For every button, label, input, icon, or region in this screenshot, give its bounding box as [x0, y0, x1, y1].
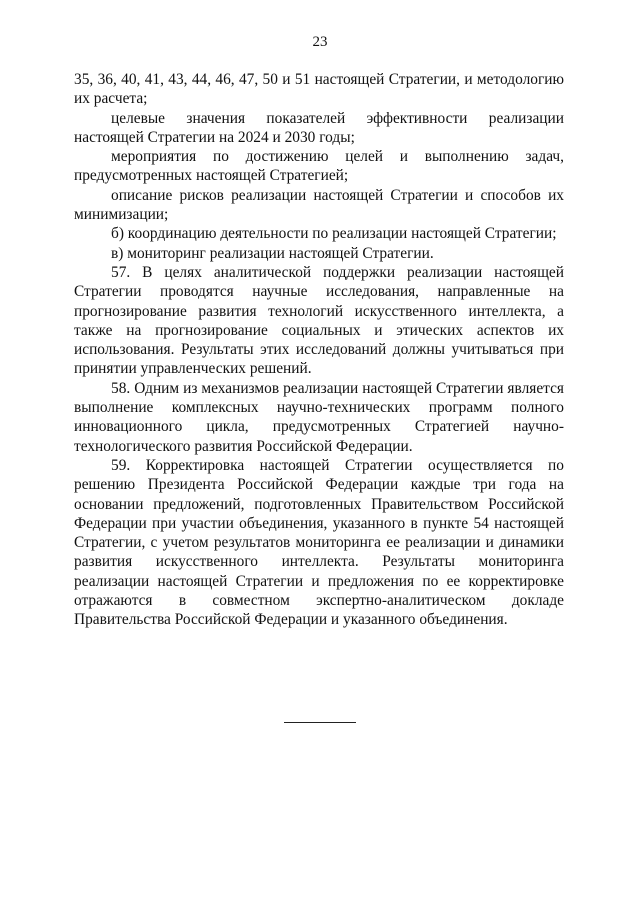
- page-number: 23: [312, 34, 328, 50]
- paragraph-measures: мероприятия по достижению целей и выполнению задач, предусмотренных настоящей Стратегией;: [74, 148, 564, 185]
- paragraph-risks: описание рисков реализации настоящей Стратегии и способов их минимизации;: [74, 186, 564, 224]
- paragraph-item-58: 58. Одним из механизмов реализации настоящей Стратегии является выполнение комплексных научно-технических программ полного инновационного цикла, предусмотренных Стратегией научно-технологического развития Российской Федерации.: [74, 379, 564, 455]
- paragraph-item-59: 59. Корректировка настоящей Стратегии осуществляется по решению Президента Российской Федерации каждые три года на основании предложений, подготовленных Правительством Российской Федерации при участии объединения, указанного в пункте 54 настоящей Стратегии, с учетом результатов мониторинга ее реализации и динамики развития искусственного интеллекта. Результаты мониторинга реализации настоящей Стратегии и предложения по ее корректировке отражаются в совместном экспертно-аналитическом докладе Правительства Российской Федерации и указанного объединения.: [74, 456, 564, 629]
- paragraph-indicator-methodology: 35, 36, 40, 41, 43, 44, 46, 47, 50 и 51 настоящей Стратегии, и методологию их расчета;: [74, 71, 564, 108]
- document-body: [74, 70, 564, 630]
- paragraph-monitoring: в) мониторинг реализации настоящей Стратегии.: [111, 244, 434, 262]
- paragraph-item-57: 57. В целях аналитической поддержки реализации настоящей Стратегии проводятся научные исследования, направленные на прогнозирование развития технологий искусственного интеллекта, а также на прогнозирование социальных и этических аспектов их использования. Результаты этих исследований должны учитываться при принятии управленческих решений.: [74, 263, 564, 378]
- paragraph-target-values: целевые значения показателей эффективности реализации настоящей Стратегии на 2024 и 2030 годы;: [74, 109, 564, 146]
- end-of-document-rule: [284, 722, 356, 723]
- paragraph-coordination: б) координацию деятельности по реализации настоящей Стратегии;: [111, 225, 557, 243]
